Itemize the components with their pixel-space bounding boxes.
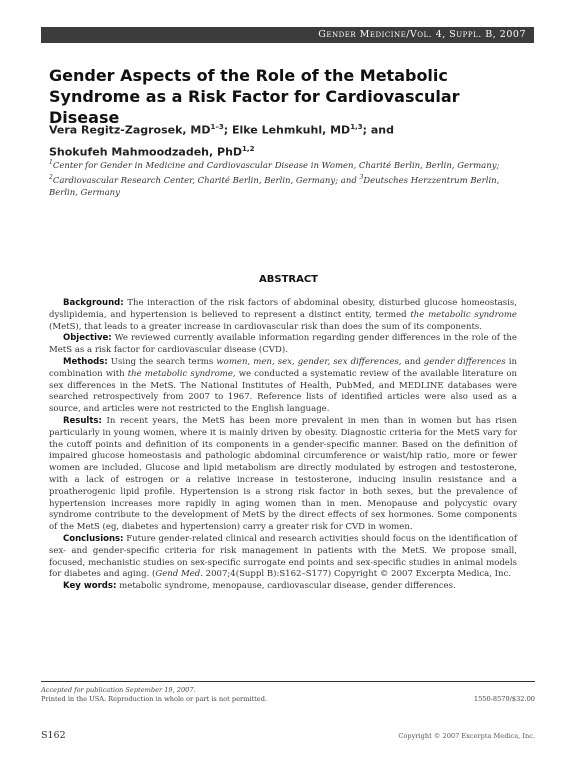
journal-header-text: Gender Medicine/Vol. 4, Suppl. B, 2007 bbox=[318, 29, 526, 40]
author-list bbox=[49, 118, 489, 161]
abstract-heading: ABSTRACT bbox=[259, 274, 318, 285]
keywords-text: metabolic syndrome, menopause, cardiovascular disease, gender differences. bbox=[116, 581, 456, 592]
issn: 1550-8579/$32.00 bbox=[473, 695, 535, 703]
methods-text-d: we conducted a systematic review of the available literature on sex differences in the MetS. The National Institutes of Health, PubMed, and MEDLINE databases were searched retrospectively from 2007 to 1967. Reference lists of identified articles were also used as a source, and articles were not restricted to the English language. bbox=[49, 368, 517, 415]
abstract-results bbox=[49, 416, 517, 534]
footnote-row bbox=[41, 695, 535, 704]
methods-text-c: in combination with bbox=[49, 356, 517, 379]
article-title: Gender Aspects of the Role of the Metabolic Syndrome as a Risk Factor for Cardiovascular Disease bbox=[49, 66, 460, 127]
author-separator-2: ; and bbox=[362, 123, 394, 137]
journal-header bbox=[41, 27, 534, 43]
affiliation-3: Deutsches Herzzentrum Berlin, Berlin, Germany bbox=[49, 176, 500, 198]
keywords-label: Key words: bbox=[63, 581, 117, 592]
methods-text-a: Using the search terms bbox=[107, 356, 217, 367]
author-separator-1: ; Elke Lehmkuhl, MD bbox=[223, 123, 351, 137]
author-3-affil: 1,2 bbox=[242, 144, 255, 153]
methods-terms-3: the metabolic syndrome, bbox=[127, 368, 236, 379]
abstract-conclusions bbox=[49, 534, 517, 581]
affiliation-1-marker: 1 bbox=[49, 159, 53, 166]
footnote-divider bbox=[41, 681, 535, 682]
abstract-body bbox=[49, 298, 517, 593]
background-term: the metabolic syndrome bbox=[410, 309, 517, 320]
footer-copyright: Copyright © 2007 Excerpta Medica, Inc. bbox=[398, 732, 535, 740]
conclusions-text-a: Future gender-related clinical and research activities should focus on the identification of sex- and gender-specific criteria for risk management in patients with the MetS. We propose small, focused, mechanistic studies on sex-specific surrogate end points and sex-specific studies in animal models for diabetes and aging. ( bbox=[49, 533, 517, 580]
background-text-a: The interaction of the risk factors of abdominal obesity, disturbed glucose homeostasis, dyslipidemia, and hypertension is believed to represent a distinct entity, termed bbox=[49, 298, 517, 320]
accepted-date: Accepted for publication September 19, 2007. bbox=[41, 686, 196, 694]
conclusions-text-b: 2007;4(Suppl B):S162–S177) Copyright © 2007 Excerpta Medica, Inc. bbox=[202, 569, 512, 580]
methods-label: Methods: bbox=[63, 356, 108, 367]
affiliation-2-marker: 2 bbox=[49, 174, 53, 182]
abstract-methods bbox=[49, 357, 517, 416]
journal-abbrev: Gend Med. bbox=[155, 569, 203, 580]
background-text-b: (MetS), that leads to a greater increase in cardiovascular risk than does the sum of its components. bbox=[49, 321, 483, 332]
background-label: Background: bbox=[63, 298, 124, 308]
results-text: In recent years, the MetS has been more prevalent in men than in women but has risen particularly in young women, where it is mainly driven by obesity. Diagnostic criteria for the MetS vary for the cutoff points and definition of its components in a gender-specific manner. Based on the definition of impaired glucose homeostasis and pathologic abdominal circumference or waist/hip ratio, more or fewer women are included. Glucose and lipid metabolism are directly modulated by estrogen and testosterone, with a lack of estrogen or a relative increase in testosterone, inducing insulin resistance and a proatherogenic lipid profile. Hypertension is a strong risk factor in both sexes, but the prevalence of hypertension increases more rapidly in aging women than in men. Menopause and polycystic ovary syndrome contribute to the development of MetS by the direct effects of sex hormones. Some components of the MetS (eg, diabetes and hypertension) carry a greater risk for CVD in women. bbox=[49, 415, 517, 533]
abstract-objective bbox=[49, 333, 517, 357]
footnote bbox=[41, 686, 535, 704]
results-label: Results: bbox=[63, 415, 102, 426]
affiliations bbox=[49, 157, 519, 199]
printed-notice: Printed in the USA. Reproduction in whole or part is not permitted. bbox=[41, 695, 268, 703]
affiliation-3-marker: 3 bbox=[359, 174, 364, 182]
affiliation-1: Center for Gender in Medicine and Cardiovascular Disease in Women, Charité Berlin, Berlin, Germany; bbox=[52, 160, 500, 171]
methods-text-b: and bbox=[401, 356, 424, 367]
author-1-affil: 1–3 bbox=[210, 123, 224, 131]
abstract-keywords bbox=[49, 581, 517, 593]
author-2-affil: 1,3 bbox=[350, 123, 363, 131]
objective-text: We reviewed currently available information regarding gender differences in the role of the MetS as a risk factor for cardiovascular disease (CVD). bbox=[49, 333, 517, 356]
methods-terms-2: gender differences bbox=[423, 356, 506, 367]
affiliation-2: Cardiovascular Research Center, Charité Berlin, Berlin, Germany; and bbox=[52, 176, 360, 187]
conclusions-label: Conclusions: bbox=[63, 533, 124, 544]
author-3: Shokufeh Mahmoodzadeh, PhD bbox=[49, 145, 243, 159]
objective-label: Objective: bbox=[63, 333, 112, 344]
abstract-background bbox=[49, 298, 517, 333]
author-1: Vera Regitz-Zagrosek, MD bbox=[49, 123, 211, 137]
methods-terms-1: women, men, sex, gender, sex differences, bbox=[216, 356, 402, 367]
page-number: S162 bbox=[41, 730, 66, 741]
